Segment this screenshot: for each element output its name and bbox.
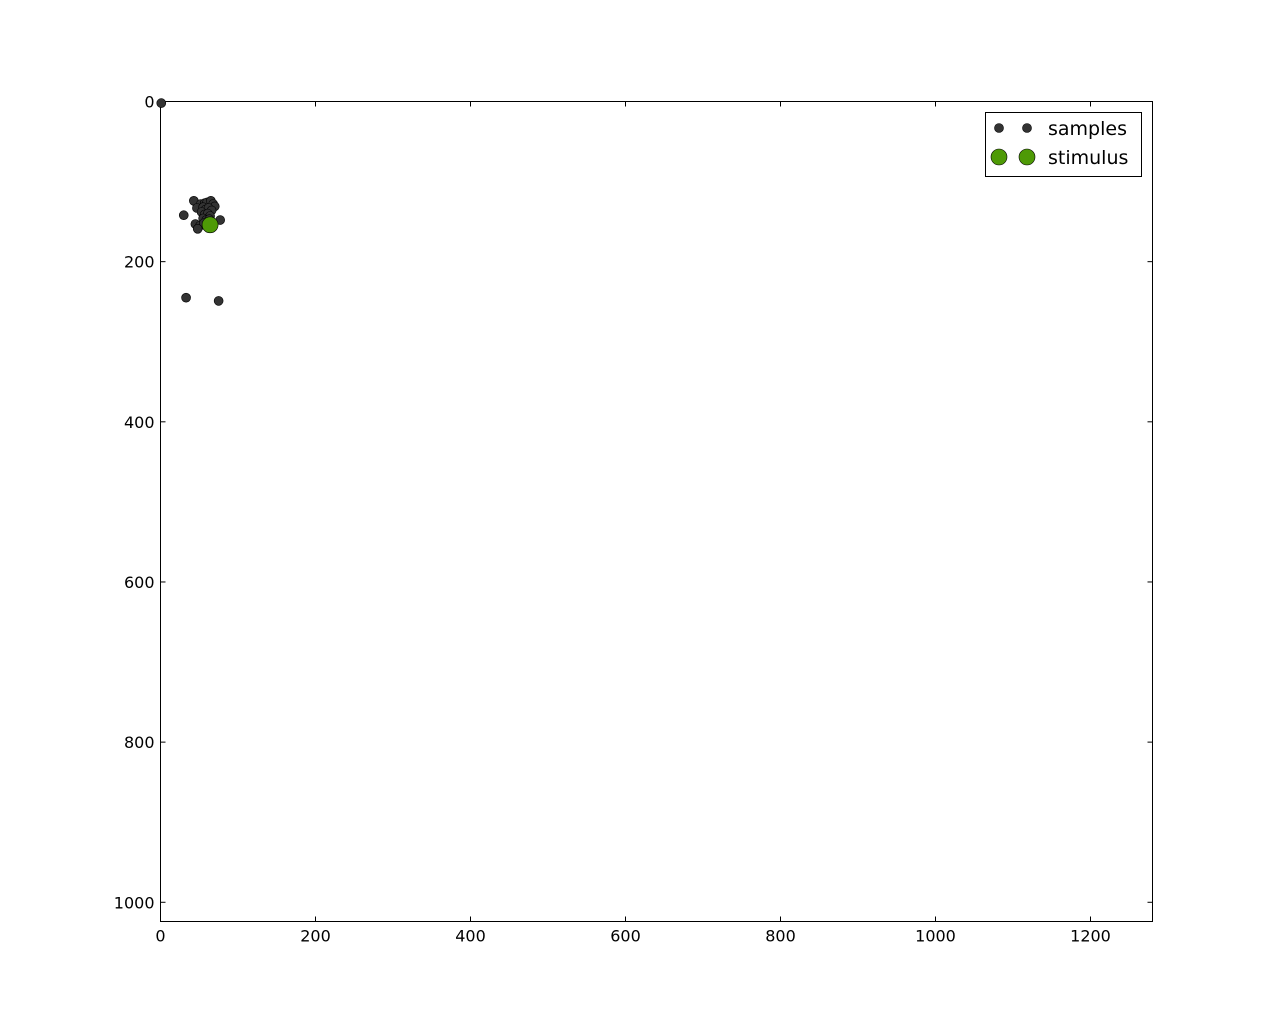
x-tick-label: 1000 — [915, 926, 956, 946]
plot-area — [161, 102, 1153, 922]
legend-stimulus-marker — [991, 149, 1007, 165]
samples-point — [179, 211, 188, 220]
samples-point — [193, 224, 202, 233]
y-tick-label: 0 — [144, 92, 155, 112]
x-tick-label: 600 — [610, 926, 641, 946]
samples-point — [214, 296, 223, 305]
x-tick-label: 800 — [765, 926, 796, 946]
y-tick-label: 600 — [123, 572, 155, 592]
x-tick-label: 1200 — [1070, 926, 1111, 946]
y-tick-label: 800 — [123, 733, 155, 753]
legend-stimulus-label: stimulus — [1048, 147, 1129, 169]
legend-samples-label: samples — [1048, 118, 1127, 140]
legend-samples-marker — [1023, 124, 1032, 133]
y-tick-label: 1000 — [113, 893, 155, 913]
samples-point — [182, 293, 191, 302]
x-tick-label: 200 — [300, 926, 331, 946]
samples-point — [157, 99, 166, 108]
legend-stimulus-marker — [1019, 149, 1035, 165]
legend — [986, 113, 1142, 177]
y-tick-label: 400 — [123, 412, 155, 432]
x-tick-label: 400 — [455, 926, 486, 946]
x-tick-label: 0 — [155, 926, 166, 946]
y-tick-label: 200 — [123, 252, 155, 272]
stimulus-point — [202, 217, 218, 233]
legend-samples-marker — [995, 124, 1004, 133]
